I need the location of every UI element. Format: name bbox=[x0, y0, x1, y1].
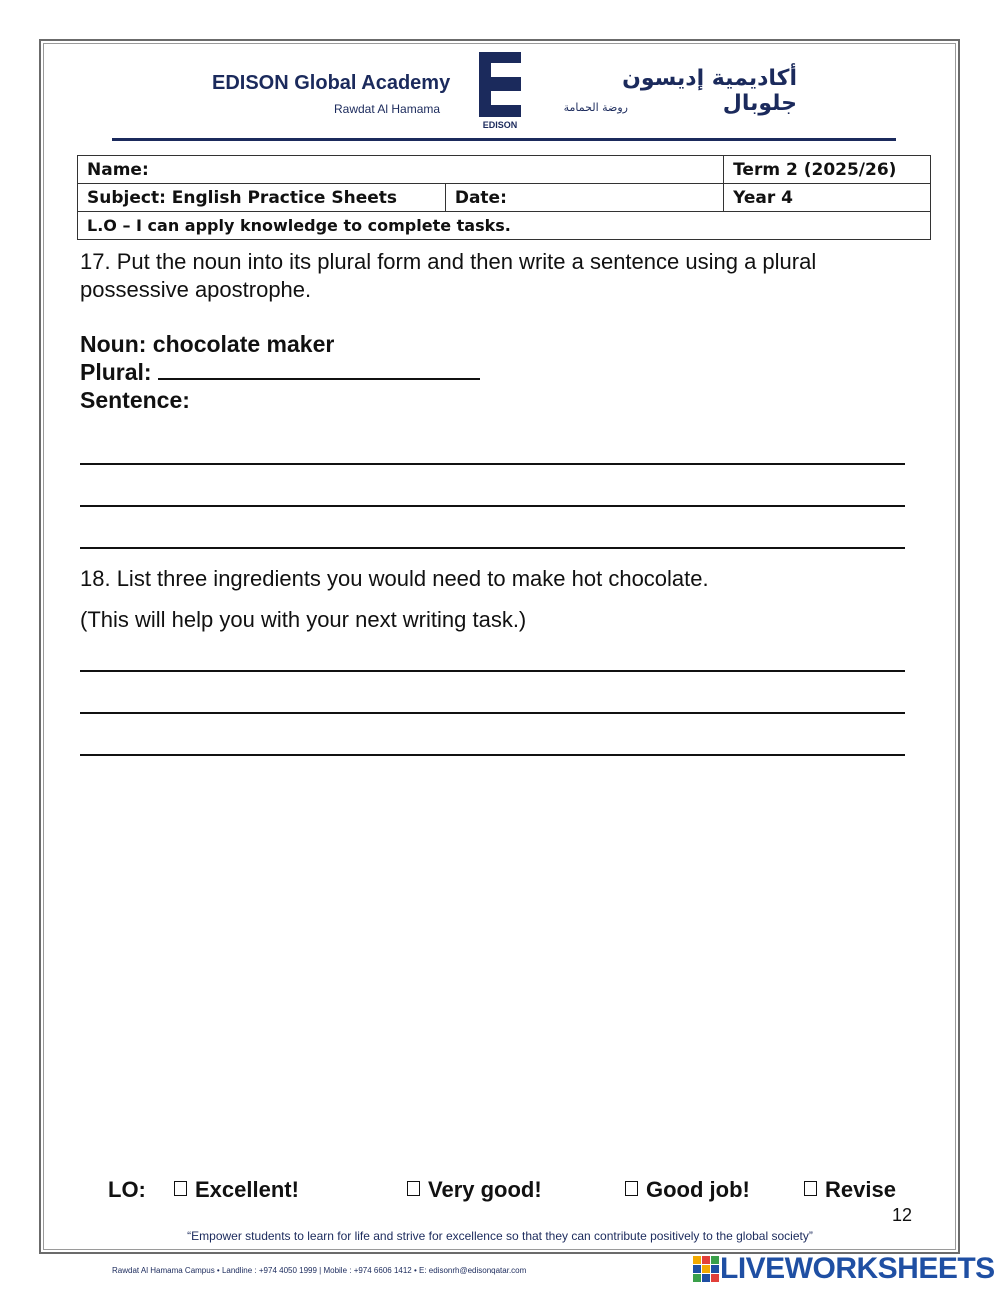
plural-answer-line[interactable] bbox=[158, 358, 480, 380]
plural-row bbox=[80, 358, 480, 386]
question-18-note: (This will help you with your next writing task.) bbox=[80, 607, 527, 632]
liveworksheets-watermark: LIVEWORKSHEETS bbox=[720, 1252, 995, 1285]
school-name-arabic: أكاديمية إديسون جلوبال bbox=[622, 66, 797, 116]
checkbox-icon[interactable] bbox=[804, 1181, 817, 1196]
year-cell: Year 4 bbox=[724, 184, 931, 212]
ingredient-answer-line-3[interactable] bbox=[80, 754, 905, 756]
plural-label: Plural: bbox=[80, 359, 152, 385]
campus-name-english: Rawdat Al Hamama bbox=[334, 102, 441, 116]
question-17-line-1: 17. Put the noun into its plural form and then write a sentence using a plural bbox=[80, 249, 817, 274]
date-field[interactable]: Date: bbox=[445, 184, 723, 212]
subject-cell: Subject: English Practice Sheets bbox=[78, 184, 446, 212]
assessment-option-good-job[interactable]: Good job! bbox=[625, 1176, 750, 1204]
ingredient-answer-line-2[interactable] bbox=[80, 712, 905, 714]
checkbox-icon[interactable] bbox=[407, 1181, 420, 1196]
assessment-option-excellent[interactable]: Excellent! bbox=[174, 1176, 299, 1204]
assessment-option-very-good[interactable]: Very good! bbox=[407, 1176, 542, 1204]
checkbox-icon[interactable] bbox=[174, 1181, 187, 1196]
student-info-table bbox=[77, 155, 931, 240]
checkbox-icon[interactable] bbox=[625, 1181, 638, 1196]
noun-label: Noun: chocolate maker bbox=[80, 331, 335, 357]
sentence-label: Sentence: bbox=[80, 387, 190, 413]
question-17-line-2: possessive apostrophe. bbox=[80, 277, 312, 302]
school-motto: “Empower students to learn for life and strive for excellence so that they can contribute positively to the global society” bbox=[187, 1229, 813, 1243]
question-18-prompt: 18. List three ingredients you would need to make hot chocolate. bbox=[80, 566, 709, 591]
sentence-answer-line-1[interactable] bbox=[80, 463, 905, 465]
page-number: 12 bbox=[891, 1205, 912, 1225]
ingredient-answer-line-1[interactable] bbox=[80, 670, 905, 672]
sentence-answer-line-2[interactable] bbox=[80, 505, 905, 507]
assessment-option-revise[interactable]: Revise bbox=[804, 1176, 896, 1204]
contact-info: Rawdat Al Hamama Campus • Landline : +974 4050 1999 | Mobile : +974 6606 1412 • E: edisonrh@edisonqatar.com bbox=[112, 1266, 527, 1275]
name-field[interactable]: Name: bbox=[78, 156, 724, 184]
header-divider bbox=[112, 138, 896, 141]
term-cell: Term 2 (2025/26) bbox=[724, 156, 931, 184]
logo-wordmark: EDISON bbox=[482, 120, 518, 130]
learning-objective: L.O – I can apply knowledge to complete tasks. bbox=[78, 212, 931, 240]
sentence-answer-line-3[interactable] bbox=[80, 547, 905, 549]
assessment-label: LO: bbox=[108, 1177, 146, 1202]
liveworksheets-logo-icon bbox=[693, 1256, 719, 1282]
campus-name-arabic: روضة الحمامة bbox=[563, 101, 628, 114]
edison-logo-icon bbox=[479, 52, 521, 117]
school-name-english: EDISON Global Academy bbox=[212, 72, 451, 94]
